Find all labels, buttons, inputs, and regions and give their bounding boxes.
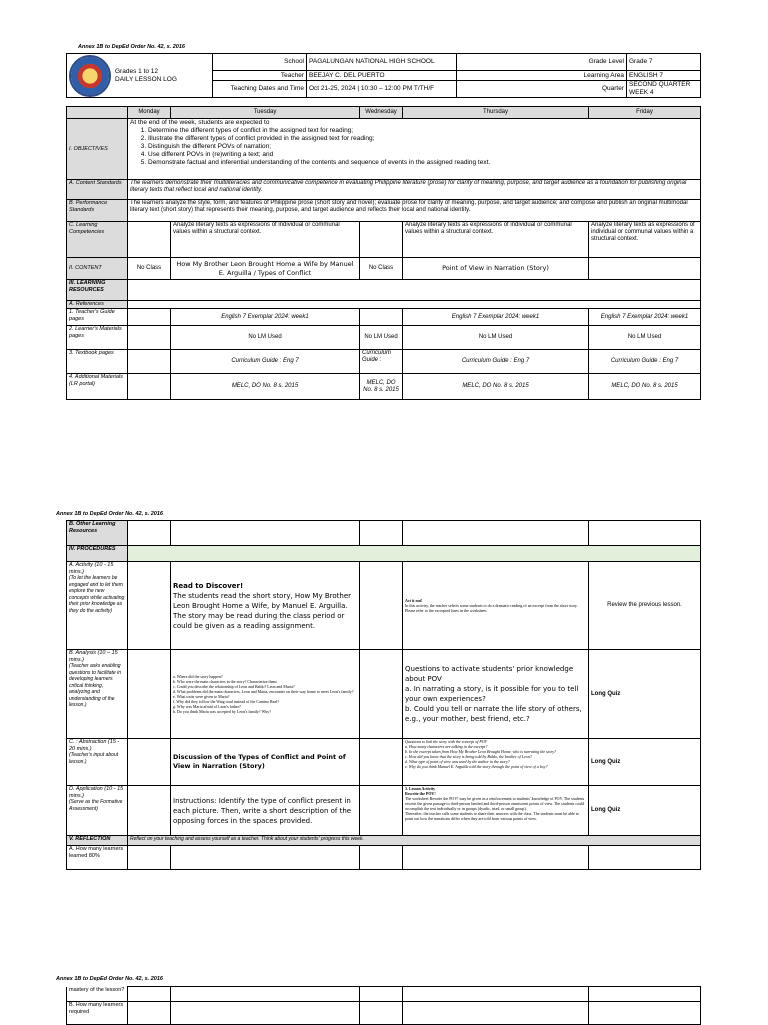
- annex-reference-2: Annex 1B to DepEd Order No. 42, s. 2016: [56, 511, 163, 517]
- application-thursday-sub: Rewrite the POV!: [405, 791, 436, 796]
- guide-wednesday: [360, 309, 403, 326]
- required-wednesday: [360, 1002, 403, 1025]
- additional-label: 4. Additional Materials (LR portal): [67, 374, 128, 400]
- lm-wednesday: No LM Used: [360, 326, 403, 350]
- abstraction-thursday-intro: Questions to link the story with the concept of POV: [405, 739, 488, 744]
- application-wednesday: [360, 786, 403, 836]
- textbook-monday: [128, 350, 171, 374]
- application-label-cell: [67, 786, 128, 836]
- resources-label: III. LEARNING RESOURCES: [67, 280, 128, 301]
- lesson-table: [66, 106, 701, 400]
- application-thursday: [403, 786, 589, 836]
- textbook-wednesday: Curriculum Guide :: [360, 350, 403, 374]
- day-wednesday: Wednesday: [360, 107, 403, 119]
- lm-monday: [128, 326, 171, 350]
- grade-value: Grade 7: [627, 54, 701, 71]
- content-friday: [589, 258, 701, 280]
- analysis-question: d. What problems did the main characters, Leon and Maria, encounter on their way home to meet Leon's family?: [173, 689, 354, 694]
- required-friday: [589, 1002, 701, 1025]
- abstraction-question: d. What type of point of view was used by the author in the story?: [405, 759, 510, 764]
- guide-friday: English 7 Exemplar 2024: week1: [589, 309, 701, 326]
- other-monday: [128, 521, 171, 546]
- quarter-label: Quarter: [457, 81, 627, 98]
- objectives-label: I. OBJECTIVES: [67, 119, 128, 180]
- howmany-label: A. How many learners learned 80%: [67, 846, 128, 870]
- school-label: School: [213, 54, 307, 71]
- abstraction-wednesday: [360, 739, 403, 786]
- application-friday: Long Quiz: [589, 786, 701, 836]
- analysis-question: g. Why was Maria afraid of Leon's father?: [173, 704, 241, 709]
- abstraction-question: b. In the excerpt taken from How My Brother Leon Brought Home, who is narrating the story?: [405, 749, 557, 754]
- activity-tuesday-text: The students read the short story, How My Brother Leon Brought Home a Wife, by Manuel E. Arguilla. The story may be read during the class period or could be given as a reading assignment.: [173, 591, 352, 630]
- analysis-note: (Teacher asks enabling questions to facilitate in developing learners critical thinking, analyzing and understanding of the lesson.): [69, 663, 121, 708]
- mastery-monday: [128, 987, 171, 1002]
- guide-tuesday: English 7 Exemplar 2024: week1: [171, 309, 360, 326]
- analysis-question: e. What traits were given to Maria?: [173, 694, 230, 699]
- required-monday: [128, 1002, 171, 1025]
- reflection-label: V. REFLECTION: [67, 836, 128, 846]
- mastery-tuesday: [171, 987, 360, 1002]
- guide-label: 1. Teacher's Guide pages: [67, 309, 128, 326]
- activity-thursday: [403, 562, 589, 650]
- textbook-thursday: Curriculum Guide : Eng 7: [403, 350, 589, 374]
- procedures-row: [128, 546, 701, 562]
- mastery-thursday: [403, 987, 589, 1002]
- annex-reference-3: Annex 1B to DepEd Order No. 42, s. 2016: [56, 976, 163, 982]
- abstraction-question: c. How did you know that the story is being told by Baldo, the brother of Leon?: [405, 754, 532, 759]
- header-table: [66, 53, 701, 98]
- other-wednesday: [360, 521, 403, 546]
- day-monday: Monday: [128, 107, 171, 119]
- mastery-wednesday: [360, 987, 403, 1002]
- references-label: A. References: [67, 301, 128, 309]
- corner-cell: [67, 107, 128, 119]
- other-resources-label: B. Other Learning Resources: [67, 521, 128, 546]
- title-line1: Grades 1 to 12: [115, 67, 158, 75]
- activity-thursday-title: Act it out!: [405, 598, 423, 603]
- application-thursday-title: 3. Lesson Activity: [405, 786, 436, 791]
- analysis-tuesday: [171, 650, 360, 739]
- objective-item: 2. Illustrate the different types of conflict provided in the assigned text for reading;: [148, 135, 698, 143]
- textbook-label: 3. Textbook pages: [67, 350, 128, 374]
- guide-monday: [128, 309, 171, 326]
- textbook-friday: Curriculum Guide : Eng 7: [589, 350, 701, 374]
- abstraction-tuesday: Discussion of the Types of Conflict and Point of View in Narration (Story): [171, 739, 360, 786]
- day-tuesday: Tuesday: [171, 107, 360, 119]
- lm-friday: No LM Used: [589, 326, 701, 350]
- abstraction-label: C. : Abstraction (15 - 20 mins.): [69, 739, 120, 752]
- activity-monday: [128, 562, 171, 650]
- teacher-label: Teacher: [213, 71, 307, 81]
- activity-label-cell: [67, 562, 128, 650]
- teacher-value: BEEJAY C. DEL PUERTO: [307, 71, 457, 81]
- competencies-friday: Analyze literary texts as expressions of individual or communal values within a structural context.: [589, 222, 701, 258]
- activity-note: (To let the learners be engaged and to let them explore the new concepts while activating their prior knowledge as they do the activity): [69, 575, 125, 614]
- objective-item: 1. Determine the different types of conflict in the assigned text for reading;: [148, 127, 698, 135]
- required-tuesday: [171, 1002, 360, 1025]
- content-label: II. CONTENT: [67, 258, 128, 280]
- analysis-thursday: [403, 650, 589, 739]
- content-monday: No Class: [128, 258, 171, 280]
- additional-wednesday: MELC, DO No. 8 s. 2015: [360, 374, 403, 400]
- abstraction-question: e. Why do you think Manuel E. Arguilla told the story through the point of view of a boy?: [405, 764, 548, 769]
- objectives-intro: At the end of the week, students are expected to: [130, 119, 270, 126]
- analysis-label-cell: [67, 650, 128, 739]
- title-line2: DAILY LESSON LOG: [115, 75, 177, 83]
- activity-friday: Review the previous lesson.: [589, 562, 701, 650]
- abstraction-thursday: [403, 739, 589, 786]
- activity-tuesday: [171, 562, 360, 650]
- application-label: D. Application (10 - 15 mins.): [69, 786, 124, 799]
- howmany-wednesday: [360, 846, 403, 870]
- reflection-text: Reflect on your teaching and assess yourself as a teacher. Think about your students' progress this week.: [128, 836, 701, 846]
- area-value: ENGLISH 7: [627, 71, 701, 81]
- analysis-friday: Long Quiz: [589, 650, 701, 739]
- analysis-question: c. Could you describe the relationship of Leon and Baldo? Leon and Maria?: [173, 684, 295, 689]
- application-tuesday: Instructions: Identify the type of conflict present in each picture. Then, write a short description of the opposing forces in the spaces provided.: [171, 786, 360, 836]
- evaluation-table: [66, 986, 701, 1025]
- analysis-label: B. Analysis (10 – 15 mins.): [69, 650, 118, 663]
- analysis-question: h. Do you think Maria was accepted by Leon's family? Why?: [173, 709, 272, 714]
- analysis-question: b. Who were the main characters in the story? Characterize them.: [173, 679, 278, 684]
- required-thursday: [403, 1002, 589, 1025]
- objective-item: 3. Distinguish the different POVs of narration;: [148, 143, 698, 151]
- analysis-wednesday: [360, 650, 403, 739]
- competencies-wednesday: [360, 222, 403, 258]
- lm-tuesday: No LM Used: [171, 326, 360, 350]
- required-label: B. How many learners required: [67, 1002, 128, 1025]
- content-wednesday: No Class: [360, 258, 403, 280]
- objective-item: 4. Use different POVs in (re)writing a text; and: [148, 151, 698, 159]
- activity-wednesday: [360, 562, 403, 650]
- procedures-table: [66, 520, 701, 870]
- abstraction-question: a. How many characters are talking in the excerpt?: [405, 744, 488, 749]
- abstraction-note: (Teacher's input about lesson.): [69, 752, 119, 765]
- dates-label: Teaching Dates and Time: [213, 81, 307, 98]
- day-friday: Friday: [589, 107, 701, 119]
- abstraction-monday: [128, 739, 171, 786]
- guide-thursday: English 7 Exemplar 2024: week1: [403, 309, 589, 326]
- activity-tuesday-title: Read to Discover!: [173, 581, 244, 590]
- application-monday: [128, 786, 171, 836]
- procedures-label: IV. PROCEDURES: [67, 546, 128, 562]
- howmany-monday: [128, 846, 171, 870]
- content-standards-text: The learners demonstrate their multiliteracies and communicative competence in evaluating Philippine literature (prose) for clarity of meaning, purpose, and target audience as a foundation for publishing original literary texts that reflect local and national identity.: [128, 180, 701, 200]
- objectives-cell: [128, 119, 701, 180]
- performance-standards-text: The learners analyze the style, form, and features of Philippine prose (short story and novel); evaluate prose for clarity of meaning, purpose, and target audience; and compose and publish an original multimodal literary text (short story) that represents their meaning, purpose, and target audience and reflects their local and national identity.: [128, 200, 701, 222]
- textbook-tuesday: Curriculum Guide : Eng 7: [171, 350, 360, 374]
- howmany-thursday: [403, 846, 589, 870]
- additional-tuesday: MELC, DO No. 8 s. 2015: [171, 374, 360, 400]
- area-label: Learning Area: [457, 71, 627, 81]
- performance-standards-label: B. Performance Standards: [67, 200, 128, 222]
- analysis-question: f. Why did they follow the Waig road instead of the Camino Real?: [173, 699, 280, 704]
- additional-monday: [128, 374, 171, 400]
- school-value: PAGALUNGAN NATIONAL HIGH SCHOOL: [307, 54, 457, 71]
- competencies-thursday: Analyze literary texts as expressions of individual or communal values within a structural context.: [403, 222, 589, 258]
- lm-thursday: No LM Used: [403, 326, 589, 350]
- application-thursday-text: The worksheet Rewrite the POV! may be given as a reinforcement to students' knowledge of POV. The students rewrite the given passage to third-person limited and third-person omniscient points of view. The students could accomplish the text individually or in groups (dyadic, triad, or small group).: [405, 796, 585, 811]
- analysis-thursday-intro: Questions to activate students' prior knowledge about POV: [405, 665, 574, 683]
- activity-label: A. Activity (10 - 15 mins.): [69, 562, 114, 575]
- competencies-label: C. Learning Competencies: [67, 222, 128, 258]
- other-tuesday: [171, 521, 360, 546]
- additional-friday: MELC, DO No. 8 s. 2015: [589, 374, 701, 400]
- analysis-thursday-a: a. In narrating a story, is it possible for you to tell your own experiences?: [405, 685, 579, 703]
- grade-label: Grade Level: [457, 54, 627, 71]
- header-logo-cell: [67, 54, 213, 98]
- abstraction-friday: Long Quiz: [589, 739, 701, 786]
- day-thursday: Thursday: [403, 107, 589, 119]
- application-thursday-text2: Thereafter, the teacher calls some students to share their answers with the class. The students must be able to point out how the narrations differ when they are told from various points of view.: [405, 811, 579, 821]
- howmany-tuesday: [171, 846, 360, 870]
- analysis-thursday-b: b. Could you tell or narrate the life story of others, e.g., your mother, best friend, etc.?: [405, 705, 582, 723]
- additional-thursday: MELC, DO No. 8 s. 2015: [403, 374, 589, 400]
- activity-thursday-text: In this activity, the teacher selects some students to do a dramatic reading of an excerpt from the short story. Please refer to the excerpted lines in the worksheet.: [405, 603, 578, 613]
- abstraction-label-cell: [67, 739, 128, 786]
- mastery-label: mastery of the lesson?: [67, 987, 128, 1002]
- lm-label: 2. Learner's Materials pages: [67, 326, 128, 350]
- deped-seal-icon: [69, 55, 111, 97]
- mastery-friday: [589, 987, 701, 1002]
- content-tuesday: How My Brother Leon Brought Home a Wife by Manuel E. Arguilla / Types of Conflict: [171, 258, 360, 280]
- application-note: (Serve as the Formative Assessment): [69, 799, 123, 812]
- competencies-tuesday: Analyze literary texts as expressions of individual or communal values within a structural context.: [171, 222, 360, 258]
- content-thursday: Point of View in Narration (Story): [403, 258, 589, 280]
- dates-value: Oct 21-25, 2024 | 10:30 – 12:00 PM T/TH/F: [307, 81, 457, 98]
- analysis-question: a. Where did the story happen?: [173, 674, 223, 679]
- other-friday: [589, 521, 701, 546]
- resources-row: [128, 280, 701, 301]
- content-standards-label: A. Content Standards: [67, 180, 128, 200]
- annex-reference: Annex 1B to DepEd Order No. 42, s. 2016: [78, 44, 185, 50]
- howmany-friday: [589, 846, 701, 870]
- objective-item: 5. Demonstrate factual and inferential understanding of the contents and sequence of events in the assigned reading text.: [148, 159, 698, 167]
- references-row: [128, 301, 701, 309]
- competencies-monday: [128, 222, 171, 258]
- analysis-monday: [128, 650, 171, 739]
- quarter-value: SECOND QUARTER WEEK 4: [627, 81, 701, 98]
- objectives-list: [130, 127, 698, 167]
- other-thursday: [403, 521, 589, 546]
